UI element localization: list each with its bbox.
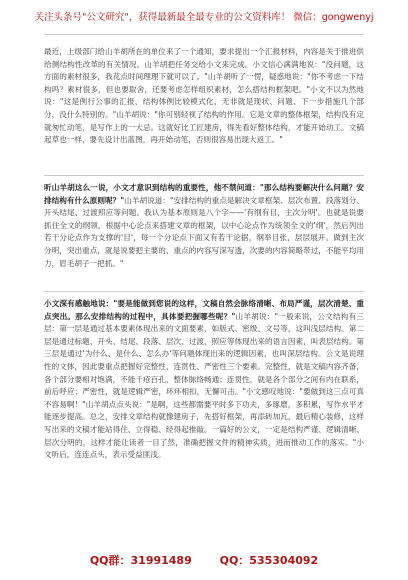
footer-contact [0,552,408,572]
section-divider-2 [44,291,364,292]
footer-qq-number: QQ：535304092 [219,554,319,567]
paragraph-1 [44,46,364,172]
section-divider-1 [44,175,364,176]
paragraph-3-body: 山羊胡说："一般来说，公文结构有三层：第一层是通过基本要素体现出来的文面要素，如版式、密级、文号等，这叫浅层结构。第二层是通过标题、开头、结尾、段落、层次、过渡、照应等体现出来的语言因素，叫表层结构。第三层是通过'为什么、是什么、怎么办'等问题体现出来的逻辑因素，也叫深层结构。公文是说理性的文体，因此要重点把握好完整性、连贯性、严密性三个要素。完整性，就是文稿内容齐备，各个部分要相对饱满，不能千疮百孔，整体脉络畅通；连贯性，就是各个部分之间有内在联系，前后呼应；严密性，就是逻辑严密，环环相扣，无懈可击。"小文感叹地说："要做到这三点可真不容易啊！"山羊胡点点头说："是啊，这些都需要平时多下功夫，多琢磨，多积累，写作水平才能逐步提高。总之，安排文章结构就像建房子，先搭好框架，再添砖加瓦，最后精心装修，这样写出来的文稿才能站得住、立得稳、经得起推敲。一篇好的公文，一定是结构严谨、逻辑清晰、层次分明的，这样才能让读者一目了然，准确把握文件的精神实质，进而推动工作的落实。"小文听后，连连点头，表示受益匪浅。 [44,311,364,460]
paragraph-3 [44,298,364,545]
paragraph-2-body: 山羊胡说道："安排结构的重点是解决文章框架、层次布置、段落划分、开头结尾、过渡照应等问题。我认为基本原则是八个字——'有纲有目，主次分明'。也就是说要抓住全文的纲领，根据中心论点来搭建文章的框架，以中心论点作为统领全文的'纲'，然后列出若干分论点作为支撑的'目'，每一个分论点下面又有若干论据，纲举目张，层层展开。做到主次分明，突出重点，就是说要把主要的、重点的内容写深写透，次要的内容简略带过，不能平均用力，眉毛胡子一把抓。" [44,195,364,268]
header-divider [44,34,364,35]
paragraph-3-lead: 小文深有感触地说："要是能做到您说的这样，文稿自然会脉络清晰、布局严谨，层次清楚、重点突出。那么安排结构的过程中，具体要把握哪些呢？" [44,299,364,321]
footer-qq-group: QQ群：31991489 [89,554,192,567]
paragraph-2-lead: 听山羊胡这么一说，小文才意识到结构的重要性，他不禁问道："那么结构要解决什么问题？安排结构有什么原则呢？" [44,183,364,205]
header-banner: 关注头条号"公文研究"，获得最新最全最专业的公文资料库！ 微信：gongwenyj [34,12,374,23]
paragraph-1-text: 最近，上级部门给山羊胡所在的单位来了一个通知，要求提出一个汇报材料，内容是关于推进供给侧结构性改革的有关情况。山羊胡把任务交给小文来完成。小文信心满满地说："没问题，这方面的素材很多，我花点时间理理下就可以了。"山羊胡听了一愣，疑惑地说："你不考虑一下结构吗？素材很多，但也要取舍，还要考虑怎样组织素材，怎么搭结构框架吧。"小文不以为然地说："这是例行公事的汇报，结构体例比较模式化，无非就是现状、问题、下一步措施几个部分，没什么特别的。"山羊胡说："你可别轻视了结构的作用。它是文章的整体框架，结构没有定就匆忙动笔，是写作上的一大忌。这就好比工匠建房，得先看好整体结构，才能开始动工。文稿起草也一样，要先设计出蓝图，再开始动笔，否则很容易出现大返工。" [44,47,364,145]
